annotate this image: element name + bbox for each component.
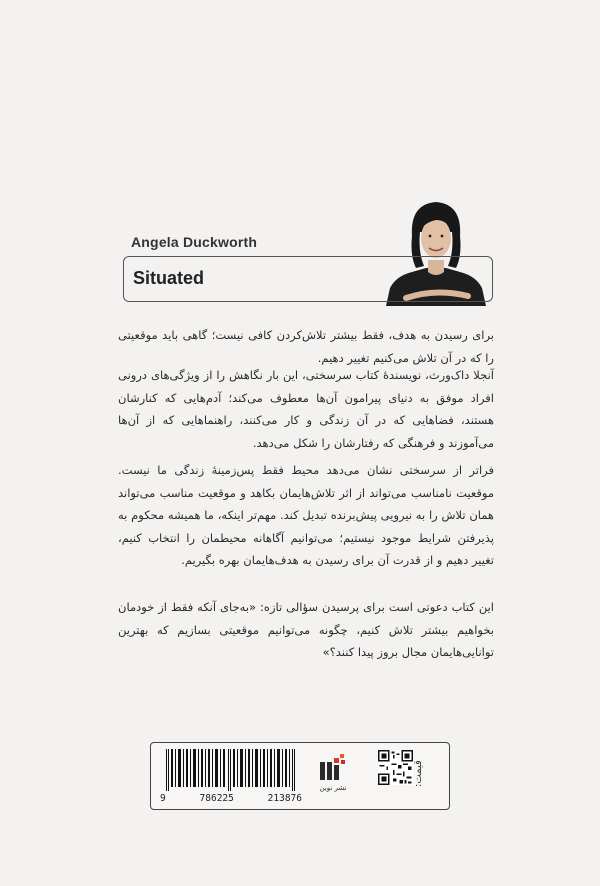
book-title: Situated	[133, 268, 205, 288]
isbn-group-1: 786225	[199, 793, 234, 804]
publisher-name: نشر نوین	[319, 784, 347, 792]
description-paragraph-1: برای رسیدن به هدف، فقط بیشتر تلاش‌کردن کافی نیست؛ گاهی باید موقعیتی را که در آن تلاش می‌کنیم تغییر دهیم.	[118, 328, 494, 365]
author-name: Angela Duckworth	[131, 234, 258, 250]
qr-code-icon	[378, 750, 413, 785]
publisher-logo-icon	[314, 750, 352, 788]
description-paragraph-2: آنجلا داک‌ورث، نویسندهٔ کتاب سرسختی، این بار نگاهش را از ویژگی‌های درونی افراد موفق به دنیای پیرامون آن‌ها معطوف می‌کند؛ آدم‌هایی که کنارشان هستند، فضاهایی که در آن زندگی و کار می‌کنند، راهنماهایی که از آن‌ها می‌آموزند و فرهنگی که رفتارشان را شکل می‌دهد.	[118, 368, 494, 450]
isbn-group-2: 213876	[267, 793, 302, 804]
isbn-prefix: 9	[160, 793, 166, 804]
description-paragraph-4: این کتاب دعوتی است برای پرسیدن سؤالی تازه: «به‌جای آنکه فقط از خودمان بخواهیم بیشتر تلاش کنیم، چگونه می‌توانیم موقعیتی بسازیم که بهترین توانایی‌هایمان مجال بروز پیدا کنند؟»	[118, 600, 494, 659]
isbn-barcode	[160, 749, 302, 791]
description-paragraph-3: فراتر از سرسختی نشان می‌دهد محیط فقط پس‌زمینهٔ زندگی ما نیست. موقعیت نامناسب می‌تواند از اثر تلاش‌هایمان بکاهد و موقعیت مناسب می‌تواند همان تلاش را به نیرویی پیش‌برنده تبدیل کند. مهم‌تر اینکه، ما همیشه محکوم به پذیرفتن شرایط موجود نیستیم؛ می‌توانیم آگاهانه محیطمان را انتخاب کنیم، تغییر دهیم و از قدرت آن برای رسیدن به هدف‌هایمان بهره بگیریم.	[118, 463, 494, 567]
isbn-number	[160, 793, 302, 804]
price-label: قیمت:	[413, 760, 424, 787]
